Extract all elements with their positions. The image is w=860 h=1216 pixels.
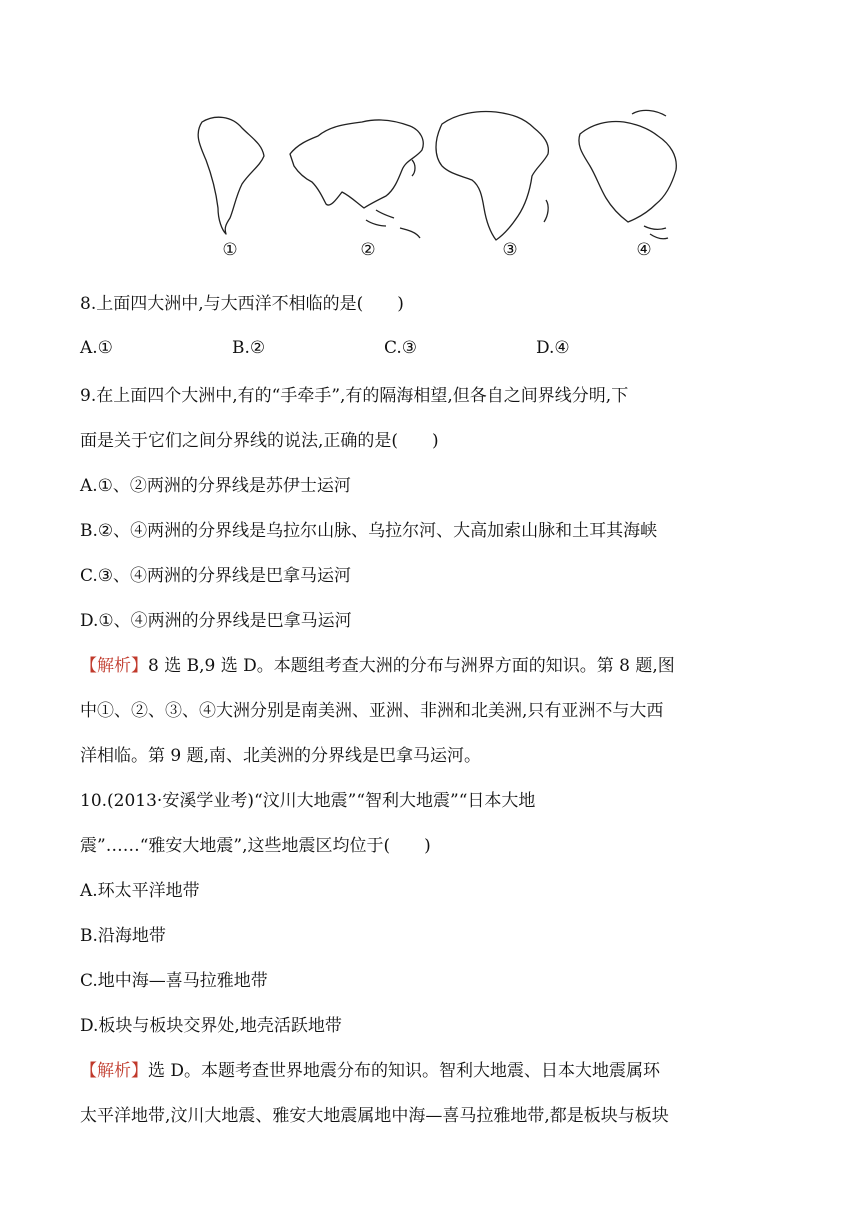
question-9-stem-line2: 面是关于它们之间分界线的说法,正确的是( ) <box>80 431 439 451</box>
north-america-outline <box>579 122 676 223</box>
continent-label-2: ② <box>360 240 376 260</box>
analysis-2-line1 <box>80 1059 660 1083</box>
q10-option-d[interactable]: D.板块与板块交界处,地壳活跃地带 <box>80 1016 342 1036</box>
question-8-options <box>80 338 780 362</box>
africa-outline <box>436 112 548 241</box>
q10-option-b[interactable]: B.沿海地带 <box>80 926 166 946</box>
analysis-2-text: 选 D。本题考查世界地震分布的知识。智利大地震、日本大地震属环 <box>148 1061 661 1081</box>
analysis-1-line3: 洋相临。第 9 题,南、北美洲的分界线是巴拿马运河。 <box>80 746 482 766</box>
analysis-tag: 【解析】 <box>80 656 148 676</box>
continent-label-3: ③ <box>502 240 518 260</box>
analysis-1-line1 <box>80 654 675 678</box>
q8-option-b[interactable]: B.② <box>232 338 266 358</box>
q8-option-d[interactable]: D.④ <box>536 338 570 358</box>
continent-label-1: ① <box>222 240 238 260</box>
continent-label-4: ④ <box>636 240 652 260</box>
question-8-stem: 8.上面四大洲中,与大西洋不相临的是( ) <box>80 294 404 314</box>
q10-option-a[interactable]: A.环太平洋地带 <box>80 881 200 901</box>
continent-outlines <box>180 100 690 270</box>
q8-option-c[interactable]: C.③ <box>384 338 418 358</box>
analysis-2-line2: 太平洋地带,汶川大地震、雅安大地震属地中海—喜马拉雅地带,都是板块与板块 <box>80 1106 669 1126</box>
analysis-1-line2: 中①、②、③、④大洲分别是南美洲、亚洲、非洲和北美洲,只有亚洲不与大西 <box>80 701 664 721</box>
q9-option-c[interactable]: C.③、④两洲的分界线是巴拿马运河 <box>80 566 352 586</box>
continents-figure <box>180 100 690 270</box>
analysis-tag: 【解析】 <box>80 1061 148 1081</box>
q9-option-d[interactable]: D.①、④两洲的分界线是巴拿马运河 <box>80 611 352 631</box>
q9-option-a[interactable]: A.①、②两洲的分界线是苏伊士运河 <box>80 476 351 496</box>
south-america-outline <box>198 117 264 234</box>
question-10-stem-line2: 震”……“雅安大地震”,这些地震区均位于( ) <box>80 836 431 856</box>
question-9-stem-line1: 9.在上面四个大洲中,有的“手牵手”,有的隔海相望,但各自之间界线分明,下 <box>80 386 629 406</box>
q10-option-c[interactable]: C.地中海—喜马拉雅地带 <box>80 971 268 991</box>
question-10-stem-line1: 10.(2013·安溪学业考)“汶川大地震”“智利大地震”“日本大地 <box>80 791 536 811</box>
asia-outline <box>290 120 423 208</box>
analysis-1-text: 8 选 B,9 选 D。本题组考查大洲的分布与洲界方面的知识。第 8 题,图 <box>148 656 675 676</box>
q9-option-b[interactable]: B.②、④两洲的分界线是乌拉尔山脉、乌拉尔河、大高加索山脉和土耳其海峡 <box>80 521 658 541</box>
q8-option-a[interactable]: A.① <box>80 338 113 358</box>
